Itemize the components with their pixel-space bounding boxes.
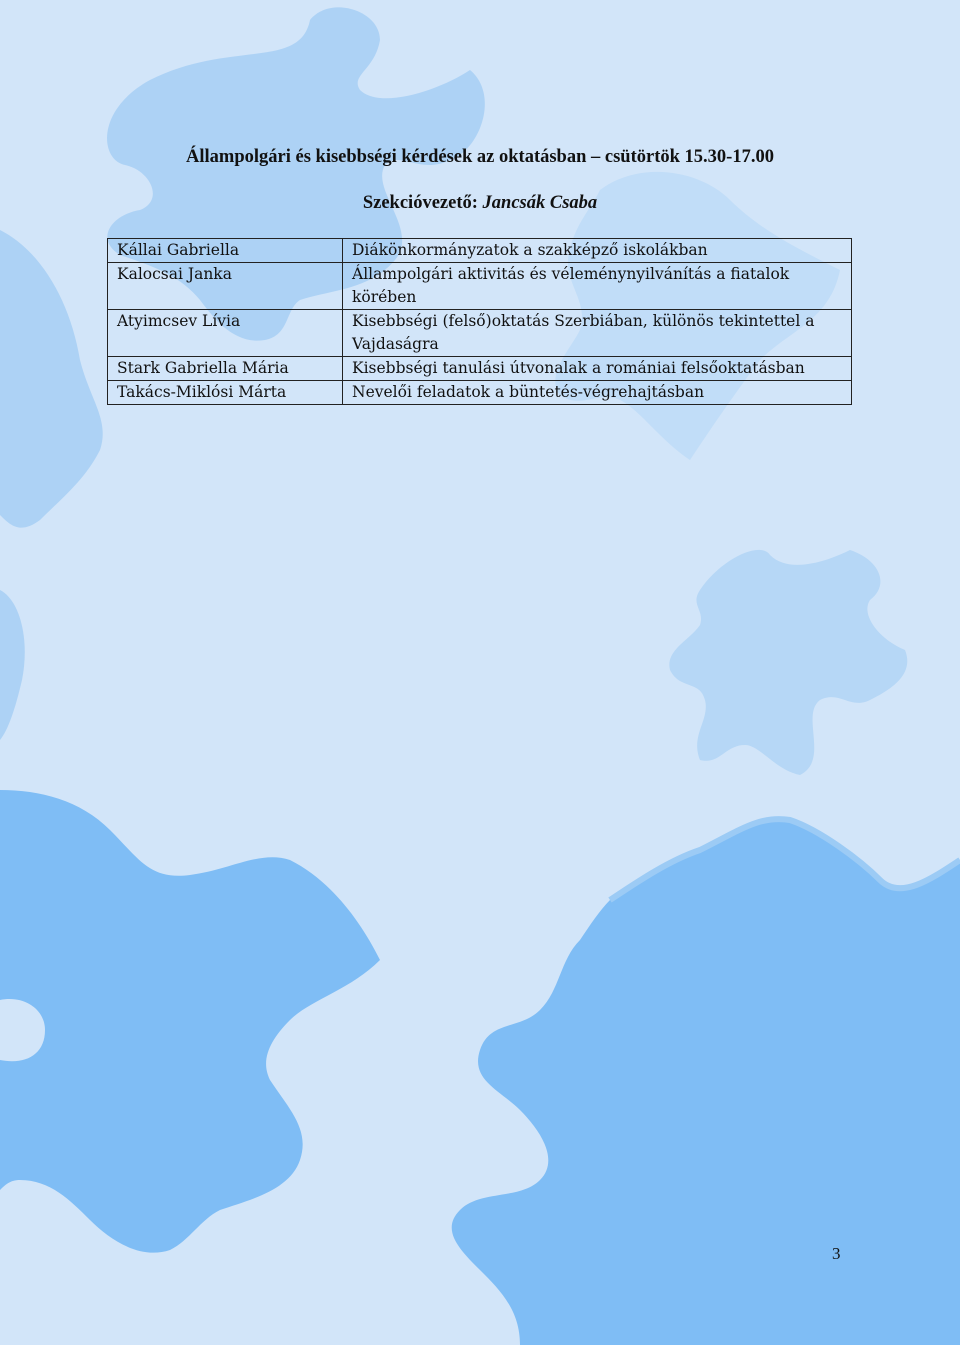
table-row bbox=[108, 263, 852, 310]
table-row bbox=[108, 357, 852, 381]
section-leader-line bbox=[0, 193, 960, 214]
presenter-name: Kállai Gabriella bbox=[108, 239, 343, 263]
presentation-topic: Kisebbségi tanulási útvonalak a romániai felsőoktatásban bbox=[343, 357, 852, 381]
presentations-table bbox=[107, 238, 852, 405]
page-number: 3 bbox=[832, 1244, 841, 1263]
presentation-topic: Diákönkormányzatok a szakképző iskolákban bbox=[343, 239, 852, 263]
presentation-topic: Kisebbségi (felső)oktatás Szerbiában, különös tekintettel a Vajdaságra bbox=[343, 310, 852, 357]
page-title: Állampolgári és kisebbségi kérdések az oktatásban – csütörtök 15.30-17.00 bbox=[186, 147, 774, 167]
presentation-topic: Nevelői feladatok a büntetés-végrehajtásban bbox=[343, 381, 852, 405]
presenter-name: Atyimcsev Lívia bbox=[108, 310, 343, 357]
table-row bbox=[108, 310, 852, 357]
table-row bbox=[108, 381, 852, 405]
presenter-name: Stark Gabriella Mária bbox=[108, 357, 343, 381]
presenter-name: Takács-Miklósi Márta bbox=[108, 381, 343, 405]
presentation-topic: Állampolgári aktivitás és véleménynyilvánítás a fiatalok körében bbox=[343, 263, 852, 310]
section-leader-name: Jancsák Csaba bbox=[482, 193, 598, 213]
presenter-name: Kalocsai Janka bbox=[108, 263, 343, 310]
table-row bbox=[108, 239, 852, 263]
section-leader-label: Szekcióvezető: bbox=[362, 193, 478, 213]
